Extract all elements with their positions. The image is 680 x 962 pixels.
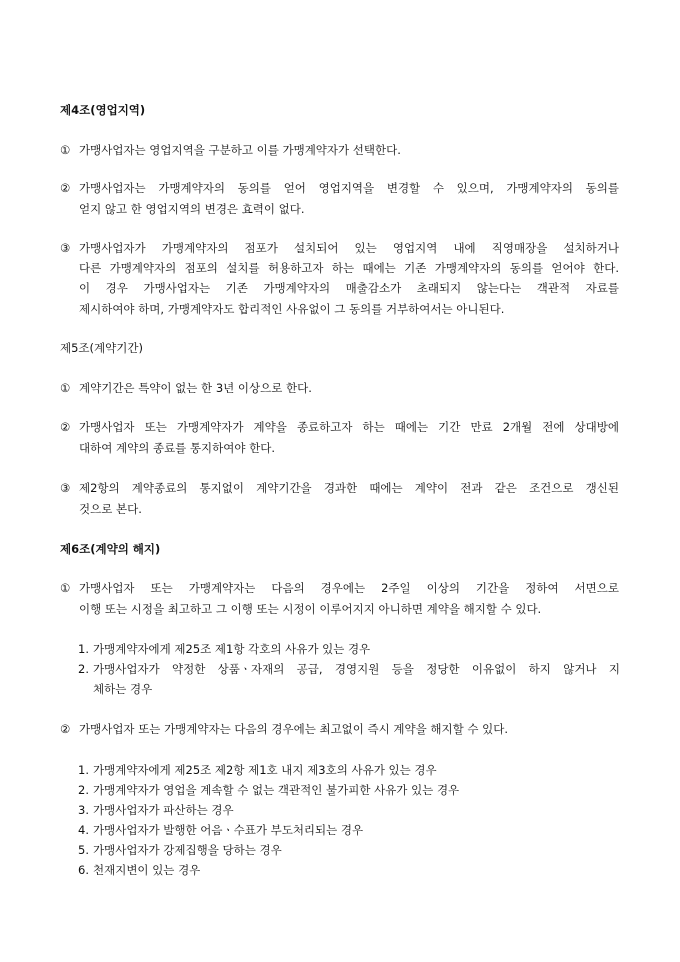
paragraph-line: 가맹사업자는 영업지역을 구분하고 이를 가맹계약자가 선택한다. — [79, 143, 401, 157]
paragraph-line: 가맹사업자 또는 가맹계약자가 계약을 종료하고자 하는 때에는 기간 만료 2개월 전에 상대방에 — [79, 420, 619, 434]
list-item-text: 체하는 경우 — [93, 682, 153, 696]
paragraph-line: 제시하여야 하며, 가맹계약자도 합리적인 사유없이 그 동의를 거부하여서는 아니된다. — [79, 302, 505, 316]
paragraph-line: 가맹사업자는 가맹계약자의 동의를 얻어 영업지역을 변경할 수 있으며, 가맹계약자의 동의를 — [79, 181, 619, 195]
paragraph-marker: ② — [60, 722, 71, 736]
paragraph-line: 것으로 본다. — [79, 502, 142, 516]
paragraph-line: 가맹사업자가 가맹계약자의 점포가 설치되어 있는 영업지역 내에 직영매장을 설치하거나 — [79, 241, 619, 255]
paragraph-line: 제2항의 계약종료의 통지없이 계약기간을 경과한 때에는 계약이 전과 같은 조건으로 갱신된 — [79, 481, 619, 495]
paragraph-line: 대하여 계약의 종료를 통지하여야 한다. — [79, 441, 276, 455]
article4-title: 제4조(영업지역) — [60, 103, 146, 117]
paragraph-marker: ② — [60, 420, 71, 434]
list-item-text: 가맹사업자가 약정한 상품ㆍ자재의 공급, 경영지원 등을 정당한 이유없이 하지 않거나 지 — [93, 662, 620, 676]
paragraph-line: 얻지 않고 한 영업지역의 변경은 효력이 없다. — [79, 202, 305, 216]
list-item-number: 5. — [78, 843, 89, 857]
list-item-number: 2. — [78, 662, 89, 676]
paragraph-marker: ③ — [60, 241, 71, 255]
article6-title: 제6조(계약의 해지) — [60, 542, 161, 556]
paragraph-line: 다른 가맹계약자의 점포의 설치를 허용하고자 하는 때에는 기존 가맹계약자의 동의를 얻어야 한다. — [79, 261, 619, 275]
list-item-number: 1. — [78, 642, 89, 656]
list-item-number: 4. — [78, 823, 89, 837]
list-item-number: 6. — [78, 863, 89, 877]
list-item-number: 2. — [78, 783, 89, 797]
list-item-text: 천재지변이 있는 경우 — [93, 863, 201, 877]
paragraph-line: 가맹사업자 또는 가맹계약자는 다음의 경우에는 최고없이 즉시 계약을 해지할 수 있다. — [79, 722, 509, 736]
list-item-text: 가맹계약자에게 제25조 제1항 각호의 사유가 있는 경우 — [93, 642, 371, 656]
list-item-text: 가맹사업자가 발행한 어음ㆍ수표가 부도처리되는 경우 — [93, 823, 364, 837]
list-item-text: 가맹계약자가 영업을 계속할 수 없는 객관적인 불가피한 사유가 있는 경우 — [93, 783, 460, 797]
paragraph-marker: ① — [60, 581, 71, 595]
paragraph-marker: ③ — [60, 481, 71, 495]
paragraph-line: 이행 또는 시정을 최고하고 그 이행 또는 시정이 이루어지지 아니하면 계약을 해지할 수 있다. — [79, 602, 542, 616]
list-item-text: 가맹계약자에게 제25조 제2항 제1호 내지 제3호의 사유가 있는 경우 — [93, 763, 437, 777]
list-item-text: 가맹사업자가 파산하는 경우 — [93, 803, 234, 817]
paragraph-line: 이 경우 가맹사업자는 기존 가맹계약자의 매출감소가 초래되지 않는다는 객관적 자료를 — [79, 281, 619, 295]
list-item-number: 3. — [78, 803, 89, 817]
paragraph-marker: ② — [60, 181, 71, 195]
list-item-number: 1. — [78, 763, 89, 777]
article5-title: 제5조(계약기간) — [60, 341, 143, 355]
list-item-text: 가맹사업자가 강제집행을 당하는 경우 — [93, 843, 282, 857]
paragraph-marker: ① — [60, 143, 71, 157]
paragraph-line: 계약기간은 특약이 없는 한 3년 이상으로 한다. — [79, 381, 312, 395]
paragraph-line: 가맹사업자 또는 가맹계약자는 다음의 경우에는 2주일 이상의 기간을 정하여 서면으로 — [79, 581, 619, 595]
paragraph-marker: ① — [60, 381, 71, 395]
